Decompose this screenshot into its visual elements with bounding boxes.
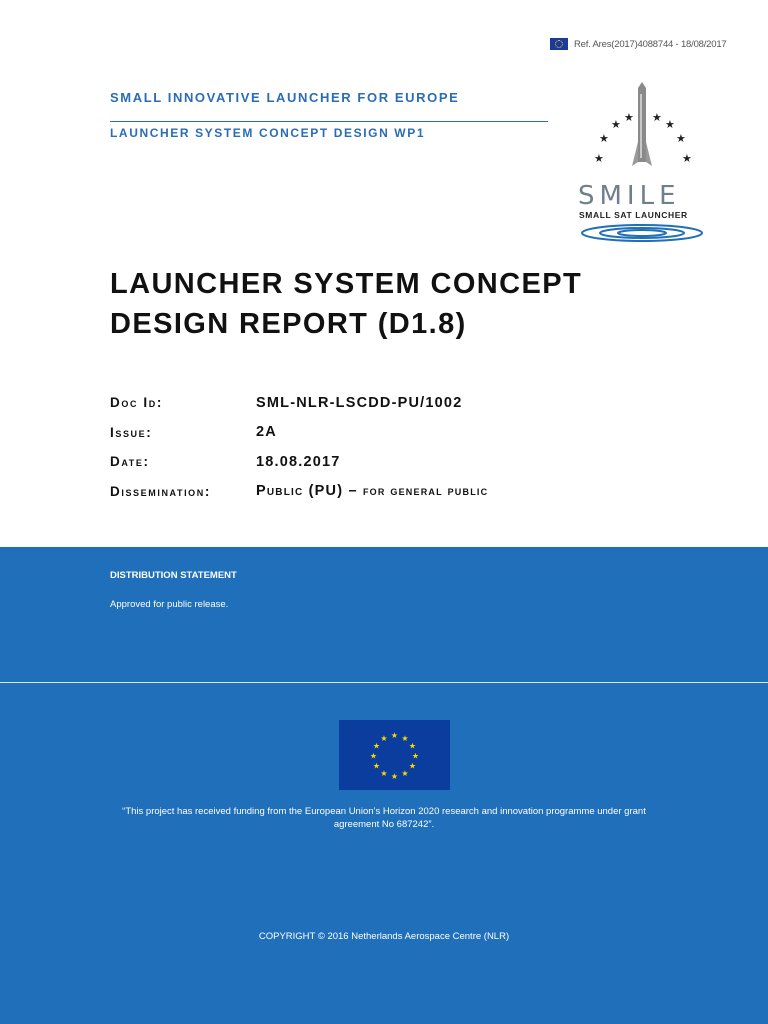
header-divider	[110, 121, 548, 122]
meta-row-doc-id	[110, 388, 488, 418]
svg-text:★: ★	[401, 734, 409, 743]
dissemination-value	[256, 483, 488, 499]
svg-text:★: ★	[408, 741, 417, 751]
meta-row-issue	[110, 418, 488, 448]
smile-logo	[572, 82, 712, 248]
date-label: Date:	[110, 454, 150, 470]
document-reference	[550, 38, 727, 50]
meta-row-dissemination	[110, 477, 488, 507]
svg-text:★: ★	[676, 132, 686, 145]
logo-wordmark: SMILE	[578, 181, 681, 211]
funding-acknowledgement: “This project has received funding from the European Union’s Horizon 2020 research and innovation programme under grant agreement No 687242”.	[122, 806, 646, 830]
document-metadata	[110, 388, 488, 506]
reference-text: Ref. Ares(2017)4088744 - 18/08/2017	[574, 38, 727, 50]
document-title	[110, 264, 582, 344]
eu-flag-icon	[550, 38, 568, 50]
svg-text:★: ★	[390, 772, 399, 781]
title-line-1: LAUNCHER SYSTEM CONCEPT	[110, 268, 583, 300]
eu-flag-icon	[339, 720, 450, 790]
footer-divider	[0, 682, 768, 683]
svg-text:★: ★	[369, 751, 378, 761]
svg-text:★: ★	[411, 751, 420, 761]
issue-value: 2A	[256, 424, 277, 441]
svg-text:★: ★	[652, 111, 662, 124]
svg-text:★: ★	[372, 741, 381, 751]
svg-text:★: ★	[408, 761, 417, 771]
svg-text:★: ★	[624, 111, 634, 124]
svg-text:★: ★	[682, 152, 692, 165]
svg-text:★: ★	[380, 734, 388, 743]
svg-text:★: ★	[665, 118, 675, 131]
svg-text:★: ★	[594, 152, 604, 165]
dissemination-label: Dissemination:	[110, 483, 211, 499]
svg-text:★: ★	[599, 132, 609, 145]
svg-text:★: ★	[611, 118, 621, 131]
issue-label: Issue:	[110, 424, 153, 440]
doc-id-label: Doc Id:	[110, 395, 163, 411]
svg-text:★: ★	[390, 731, 399, 740]
title-line-2: DESIGN REPORT (D1.8)	[110, 308, 467, 340]
program-name: SMALL INNOVATIVE LAUNCHER FOR EUROPE	[110, 90, 460, 105]
rocket-icon	[632, 82, 652, 166]
doc-id-value: SML-NLR-LSCDD-PU/1002	[256, 394, 463, 411]
meta-row-date	[110, 447, 488, 477]
water-ripple-icon	[582, 225, 702, 241]
work-package-name: LAUNCHER SYSTEM CONCEPT DESIGN WP1	[110, 126, 426, 140]
distribution-statement-text: Approved for public release.	[110, 599, 229, 610]
dissemination-level: Public (PU) –	[256, 483, 358, 500]
distribution-statement-title: DISTRIBUTION STATEMENT	[110, 570, 237, 581]
svg-text:★: ★	[380, 769, 388, 778]
svg-text:★: ★	[372, 761, 381, 771]
date-value: 18.08.2017	[256, 453, 341, 470]
copyright-notice: COPYRIGHT © 2016 Netherlands Aerospace Centre (NLR)	[258, 931, 510, 942]
logo-tagline: SMALL SAT LAUNCHER	[579, 210, 688, 220]
svg-text:★: ★	[401, 769, 409, 778]
dissemination-note: for general public	[362, 483, 489, 499]
